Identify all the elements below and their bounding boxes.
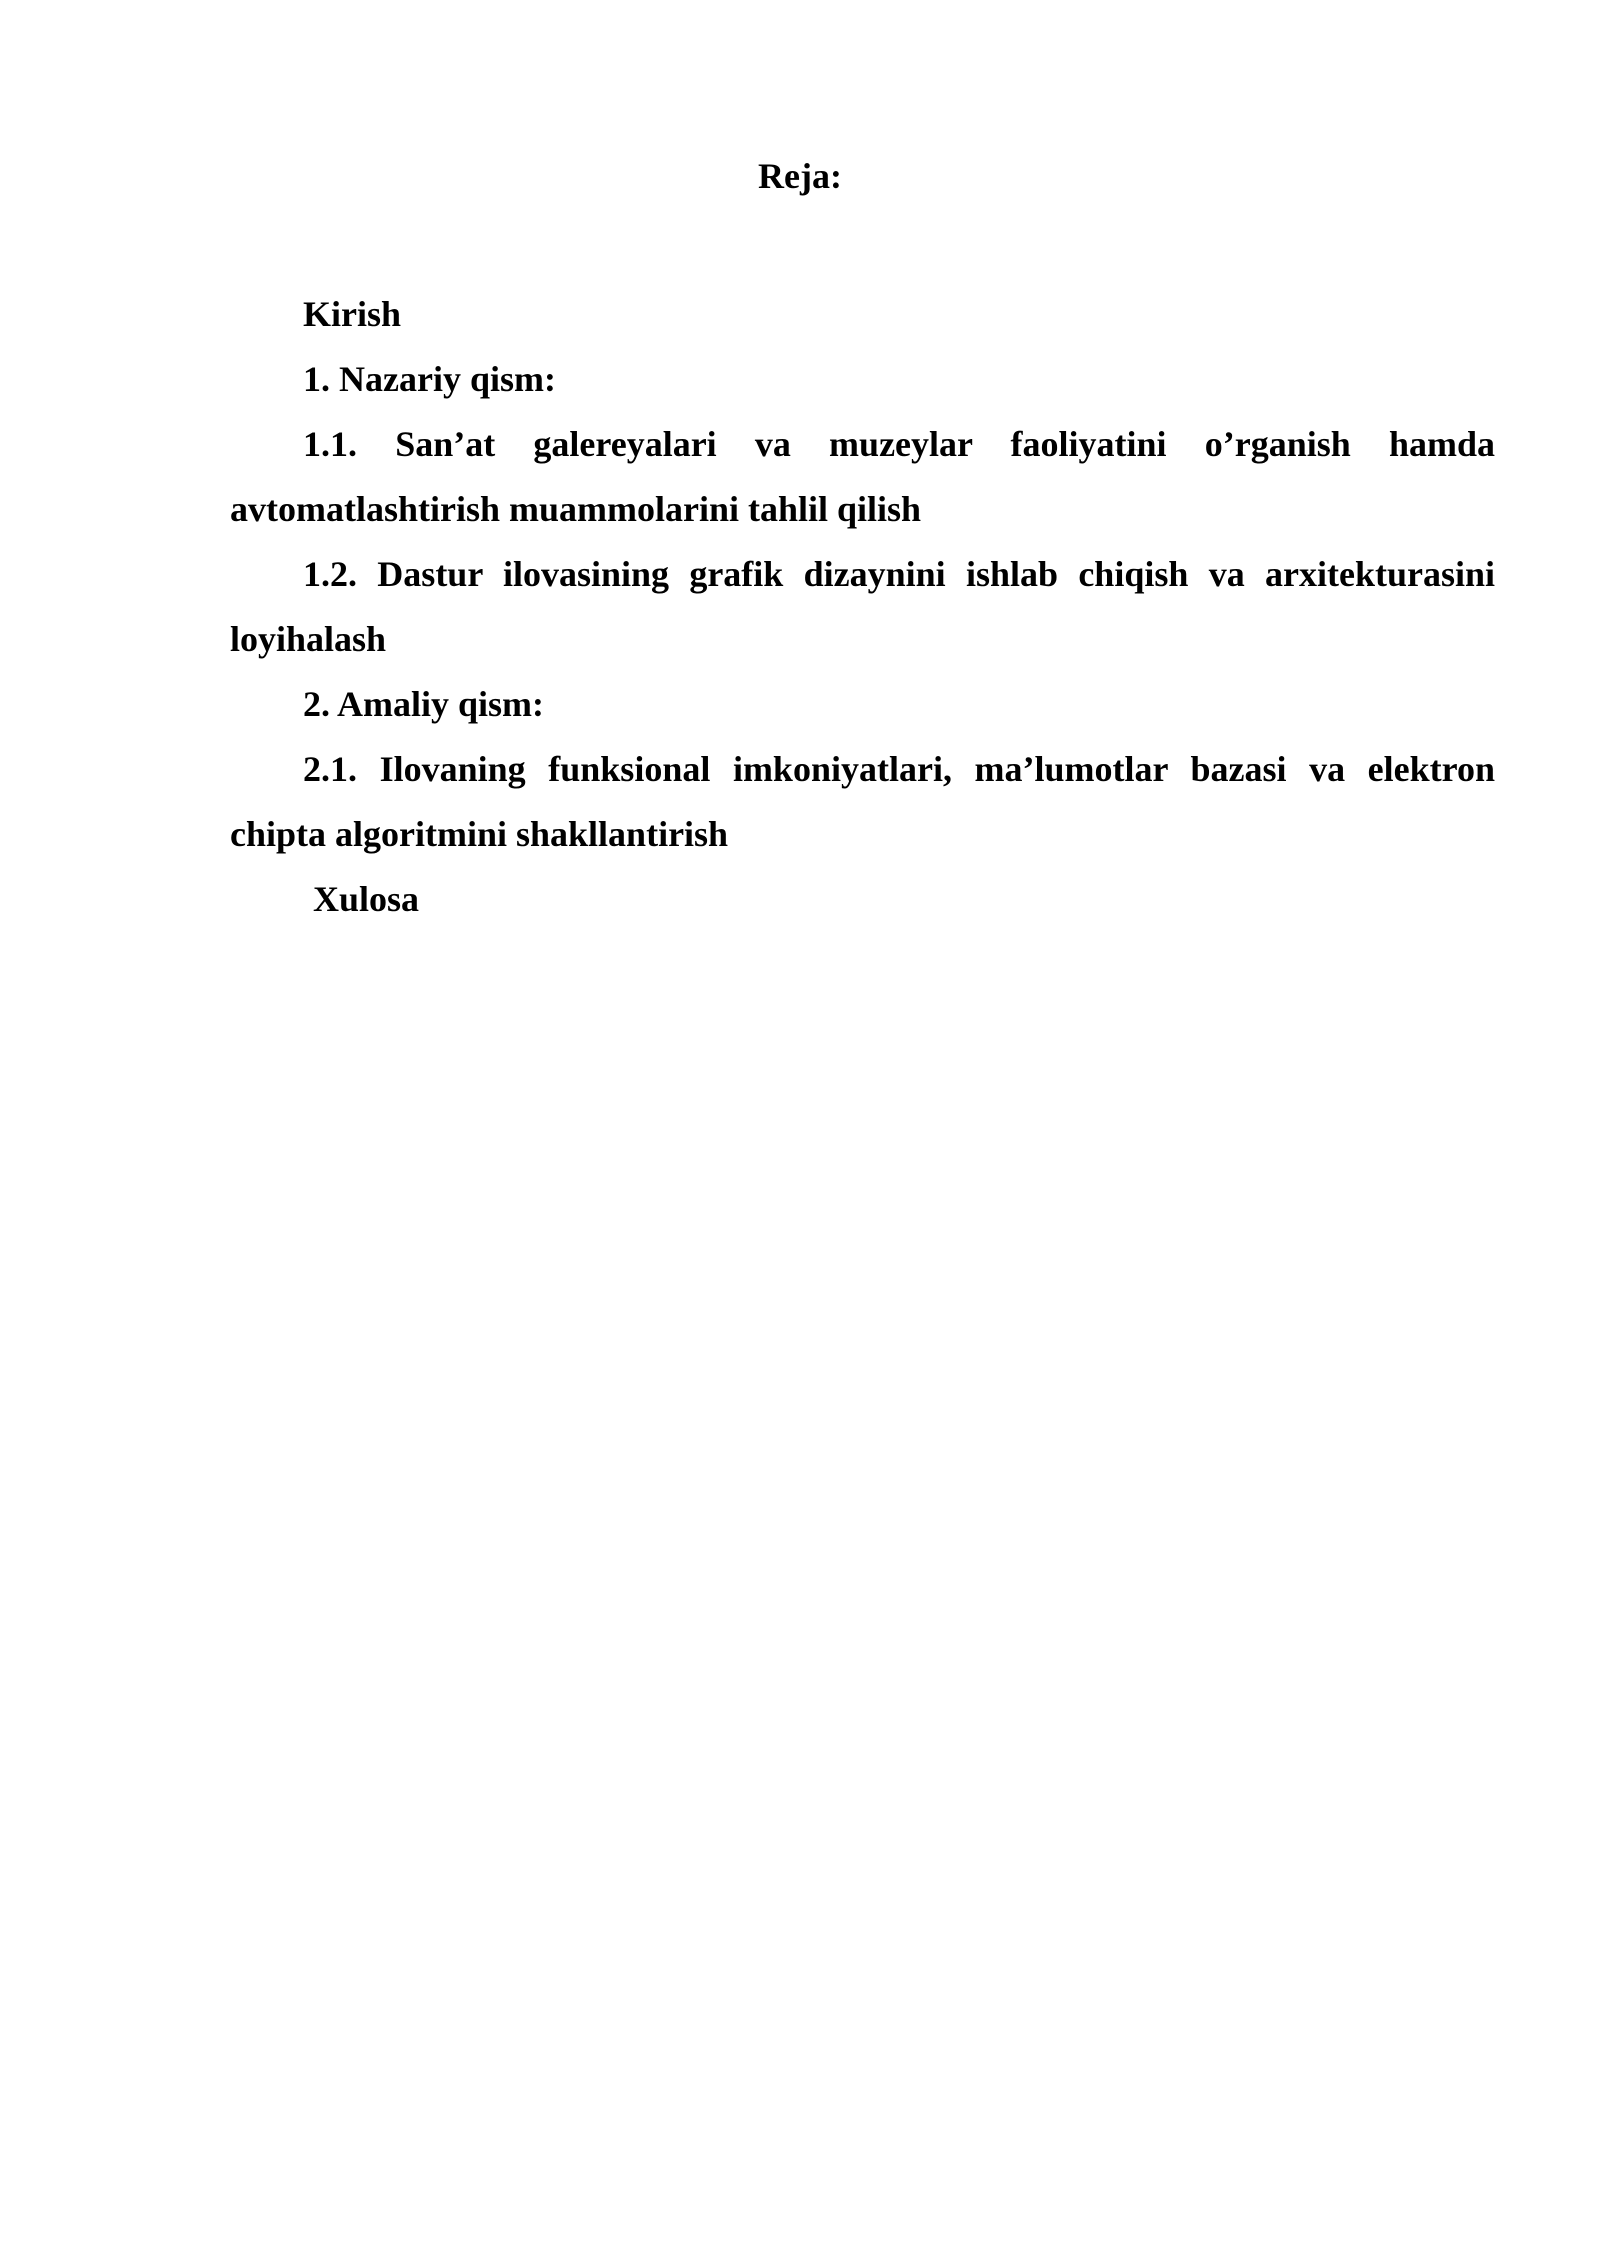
toc-item-1-1-line1: 1.1. San’at galereyalari va muzeylar faoliyatini o’rganish hamda	[303, 424, 1495, 464]
table-of-contents	[230, 282, 1495, 932]
plan-title: Reja:	[758, 156, 842, 196]
toc-item-2-1-line1: 2.1. Ilovaning funksional imkoniyatlari, ma’lumotlar bazasi va elektron	[303, 749, 1495, 789]
toc-item-1-2-line2: loyihalash	[230, 619, 387, 659]
toc-item-conclusion: Xulosa	[313, 879, 420, 919]
toc-item-part2: 2. Amaliy qism:	[303, 684, 545, 724]
toc-item-intro: Kirish	[303, 294, 402, 334]
toc-item-part1: 1. Nazariy qism:	[303, 359, 556, 399]
toc-item-1-2-line1: 1.2. Dastur ilovasining grafik dizaynini ishlab chiqish va arxitekturasini	[303, 554, 1495, 594]
toc-item-2-1-line2: chipta algoritmini shakllantirish	[230, 814, 729, 854]
toc-item-1-1-line2: avtomatlashtirish muammolarini tahlil qilish	[230, 489, 922, 529]
